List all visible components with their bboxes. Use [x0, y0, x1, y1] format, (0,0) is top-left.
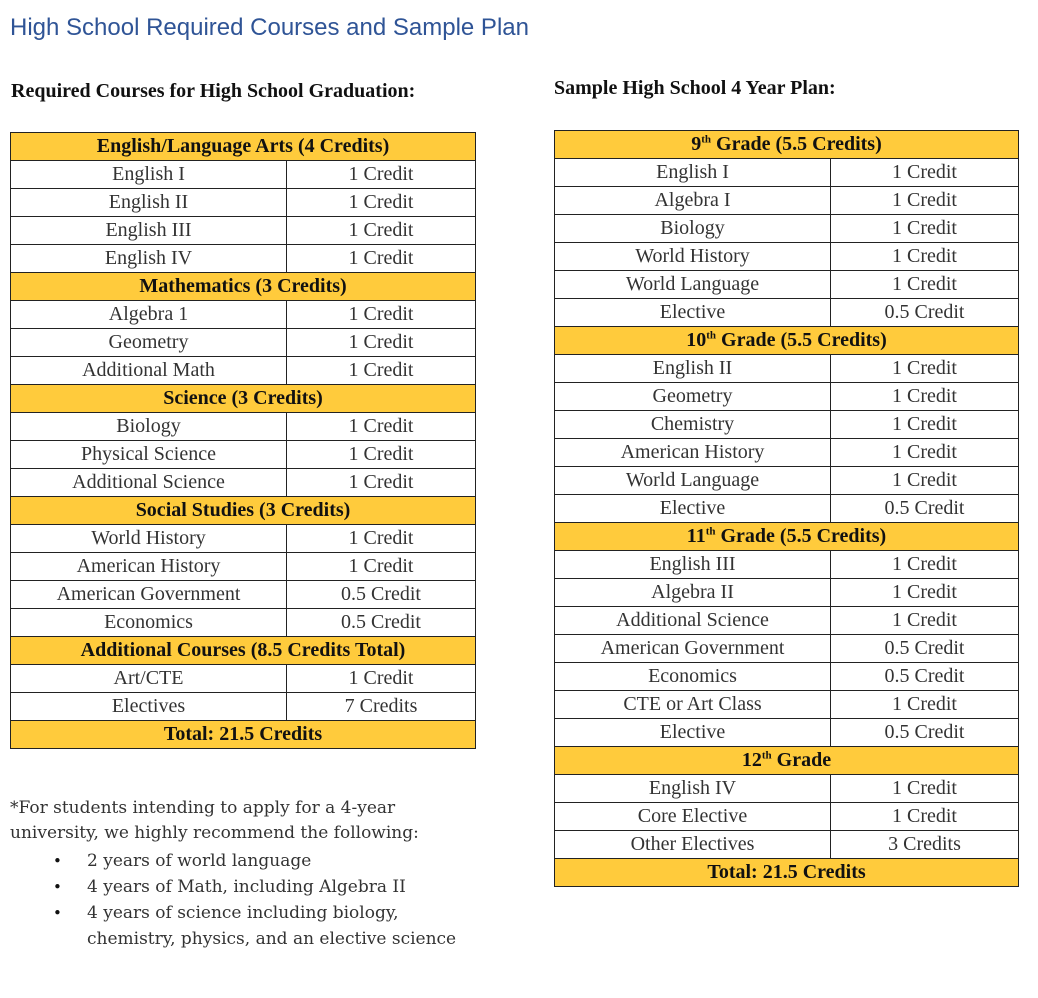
course-name: Electives: [11, 693, 287, 721]
grade-number: 9: [691, 133, 702, 155]
section-title: Additional Courses (8.5 Credits Total): [11, 637, 476, 665]
course-credit: 1 Credit: [831, 411, 1019, 439]
course-credit: 0.5 Credit: [287, 581, 476, 609]
recommendation-item: [53, 848, 480, 874]
course-name: American History: [555, 439, 831, 467]
course-credit: 1 Credit: [287, 161, 476, 189]
course-name: English II: [555, 355, 831, 383]
course-credit: 1 Credit: [287, 329, 476, 357]
course-row: [555, 215, 1019, 243]
required-courses-heading: Required Courses for High School Graduation:: [11, 80, 416, 102]
section-header-row: [11, 637, 476, 665]
recommendation-text: 4 years of Math, including Algebra II: [87, 877, 406, 897]
course-row: [11, 189, 476, 217]
course-row: [555, 495, 1019, 523]
course-name: Elective: [555, 719, 831, 747]
course-row: [11, 245, 476, 273]
course-name: Algebra 1: [11, 301, 287, 329]
course-name: Economics: [555, 663, 831, 691]
course-row: [11, 609, 476, 637]
course-credit: 1 Credit: [831, 467, 1019, 495]
grade-credits-label: Grade (5.5 Credits): [711, 133, 882, 155]
course-row: [555, 159, 1019, 187]
course-row: [11, 553, 476, 581]
course-credit: 1 Credit: [287, 413, 476, 441]
course-row: [555, 551, 1019, 579]
course-credit: 1 Credit: [831, 271, 1019, 299]
grade-credits-label: Grade (5.5 Credits): [715, 525, 887, 547]
bullet-icon: •: [53, 878, 62, 896]
course-name: World Language: [555, 467, 831, 495]
grade-ordinal-suffix: th: [761, 749, 772, 762]
course-name: CTE or Art Class: [555, 691, 831, 719]
course-row: [555, 439, 1019, 467]
course-name: English III: [555, 551, 831, 579]
course-credit: 0.5 Credit: [831, 635, 1019, 663]
course-credit: 1 Credit: [287, 553, 476, 581]
course-credit: 1 Credit: [287, 357, 476, 385]
course-row: [555, 243, 1019, 271]
course-credit: 0.5 Credit: [831, 719, 1019, 747]
course-name: English I: [11, 161, 287, 189]
course-credit: 1 Credit: [831, 579, 1019, 607]
course-credit: 0.5 Credit: [831, 663, 1019, 691]
course-row: [555, 775, 1019, 803]
course-name: Geometry: [555, 383, 831, 411]
recommendation-text: 4 years of science including biology, chemistry, physics, and an elective science: [87, 903, 457, 949]
course-row: [555, 663, 1019, 691]
course-row: [555, 579, 1019, 607]
course-credit: 0.5 Credit: [287, 609, 476, 637]
section-header-row: [11, 133, 476, 161]
course-credit: 1 Credit: [287, 301, 476, 329]
total-row: [555, 859, 1019, 887]
course-row: [11, 441, 476, 469]
course-credit: 1 Credit: [287, 469, 476, 497]
course-name: Physical Science: [11, 441, 287, 469]
course-row: [11, 693, 476, 721]
course-row: [555, 831, 1019, 859]
note-intro: *For students intending to apply for a 4-year university, we highly recommend the following:: [10, 798, 419, 843]
course-credit: 1 Credit: [831, 775, 1019, 803]
course-credit: 1 Credit: [831, 243, 1019, 271]
course-name: English II: [11, 189, 287, 217]
grade-title: [555, 747, 1019, 775]
section-title: Social Studies (3 Credits): [11, 497, 476, 525]
course-name: American Government: [11, 581, 287, 609]
course-name: Additional Science: [11, 469, 287, 497]
recommendation-list: [10, 848, 480, 952]
course-credit: 1 Credit: [287, 441, 476, 469]
course-name: Elective: [555, 299, 831, 327]
section-title: Mathematics (3 Credits): [11, 273, 476, 301]
course-row: [11, 329, 476, 357]
course-row: [11, 581, 476, 609]
total-credits: Total: 21.5 Credits: [555, 859, 1019, 887]
grade-number: 11: [686, 525, 706, 547]
grade-number: 12: [741, 749, 762, 771]
total-credits: Total: 21.5 Credits: [11, 721, 476, 749]
course-credit: 1 Credit: [287, 665, 476, 693]
course-credit: 0.5 Credit: [831, 495, 1019, 523]
course-name: Algebra II: [555, 579, 831, 607]
course-name: Algebra I: [555, 187, 831, 215]
course-row: [555, 187, 1019, 215]
course-name: Economics: [11, 609, 287, 637]
grade-ordinal-suffix: th: [701, 133, 712, 146]
course-name: Geometry: [11, 329, 287, 357]
course-row: [555, 355, 1019, 383]
recommendation-item: [53, 874, 480, 900]
course-row: [11, 301, 476, 329]
course-credit: 1 Credit: [287, 245, 476, 273]
course-name: World History: [555, 243, 831, 271]
grade-credits-label: Grade (5.5 Credits): [716, 329, 887, 351]
course-row: [11, 217, 476, 245]
course-credit: 1 Credit: [287, 525, 476, 553]
course-row: [11, 413, 476, 441]
grade-header-row: [555, 327, 1019, 355]
course-credit: 1 Credit: [831, 159, 1019, 187]
course-name: Additional Science: [555, 607, 831, 635]
bullet-icon: •: [53, 852, 62, 870]
course-name: Other Electives: [555, 831, 831, 859]
page-title: High School Required Courses and Sample Plan: [10, 14, 529, 41]
course-name: Biology: [555, 215, 831, 243]
course-name: Art/CTE: [11, 665, 287, 693]
grade-credits-label: Grade: [771, 749, 832, 771]
grade-title: [555, 131, 1019, 159]
course-credit: 1 Credit: [831, 215, 1019, 243]
course-row: [555, 467, 1019, 495]
course-credit: 1 Credit: [831, 803, 1019, 831]
course-row: [555, 271, 1019, 299]
course-row: [555, 803, 1019, 831]
course-credit: 1 Credit: [287, 189, 476, 217]
course-credit: 1 Credit: [287, 217, 476, 245]
grade-header-row: [555, 131, 1019, 159]
bullet-icon: •: [53, 904, 62, 922]
course-row: [555, 719, 1019, 747]
course-credit: 1 Credit: [831, 551, 1019, 579]
course-row: [555, 383, 1019, 411]
course-row: [555, 607, 1019, 635]
section-header-row: [11, 497, 476, 525]
course-credit: 1 Credit: [831, 439, 1019, 467]
course-name: Additional Math: [11, 357, 287, 385]
course-row: [555, 635, 1019, 663]
course-name: Elective: [555, 495, 831, 523]
course-credit: 0.5 Credit: [831, 299, 1019, 327]
grade-ordinal-suffix: th: [705, 525, 716, 538]
university-recommendation-note: [10, 796, 480, 952]
course-name: World Language: [555, 271, 831, 299]
total-row: [11, 721, 476, 749]
section-header-row: [11, 385, 476, 413]
course-row: [11, 357, 476, 385]
course-credit: 1 Credit: [831, 187, 1019, 215]
course-credit: 1 Credit: [831, 691, 1019, 719]
sample-plan-table: [554, 130, 1019, 887]
grade-header-row: [555, 523, 1019, 551]
course-name: Core Elective: [555, 803, 831, 831]
required-courses-table: [10, 132, 476, 749]
course-name: American Government: [555, 635, 831, 663]
course-row: [555, 299, 1019, 327]
recommendation-text: 2 years of world language: [87, 851, 312, 871]
grade-title: [555, 327, 1019, 355]
grade-title: [555, 523, 1019, 551]
course-credit: 1 Credit: [831, 355, 1019, 383]
course-credit: 1 Credit: [831, 383, 1019, 411]
course-name: English IV: [11, 245, 287, 273]
course-row: [555, 411, 1019, 439]
course-name: Chemistry: [555, 411, 831, 439]
course-row: [555, 691, 1019, 719]
course-row: [11, 665, 476, 693]
course-credit: 1 Credit: [831, 607, 1019, 635]
grade-number: 10: [686, 329, 707, 351]
section-header-row: [11, 273, 476, 301]
course-name: American History: [11, 553, 287, 581]
course-name: World History: [11, 525, 287, 553]
course-credit: 7 Credits: [287, 693, 476, 721]
course-row: [11, 525, 476, 553]
grade-header-row: [555, 747, 1019, 775]
course-row: [11, 469, 476, 497]
course-name: English I: [555, 159, 831, 187]
course-row: [11, 161, 476, 189]
section-title: Science (3 Credits): [11, 385, 476, 413]
section-title: English/Language Arts (4 Credits): [11, 133, 476, 161]
sample-plan-heading: Sample High School 4 Year Plan:: [554, 77, 836, 99]
grade-ordinal-suffix: th: [706, 329, 717, 342]
course-name: English IV: [555, 775, 831, 803]
course-name: Biology: [11, 413, 287, 441]
course-name: English III: [11, 217, 287, 245]
course-credit: 3 Credits: [831, 831, 1019, 859]
recommendation-item: [53, 900, 480, 952]
